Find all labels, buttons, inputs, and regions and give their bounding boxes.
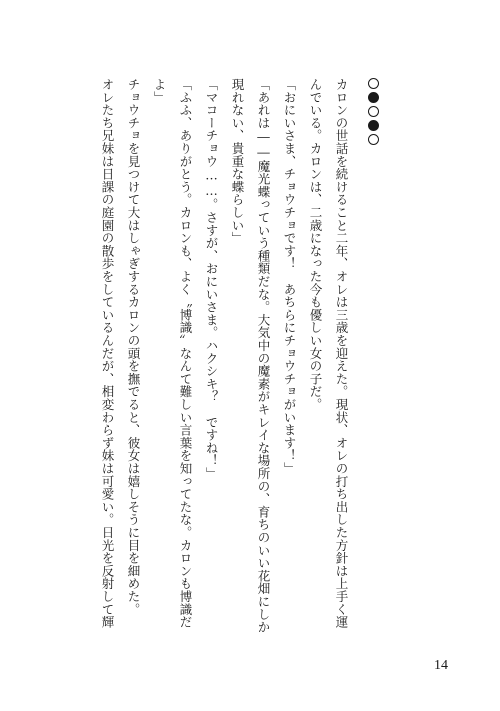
text-line: よ」 [152, 78, 167, 104]
ornament-dot [368, 134, 379, 145]
body-text [94, 78, 354, 638]
text-line: 「あれは――魔光蝶っていう種類だな。大気中の魔素がキレイな場所の、育ちのいい花畑にしか [256, 78, 271, 634]
text-line: 「マコーチョウ……。さすが、おにいさま。ハクシキ？ ですね！」 [204, 78, 219, 480]
text-line: 現れない、貴重な蝶らしい」 [230, 78, 245, 245]
text-line: 「おにいさま、チョウチョです！ あちらにチョウチョがいます！」 [282, 78, 297, 475]
ornament-dot [368, 78, 379, 89]
text-line: オレたち兄妹は日課の庭園の散歩をしているんだが、相変わらず妹は可愛い。日光を反射して輝 [100, 78, 115, 629]
text-line: 「ふふ、ありがとう。カロンも、よく〝博識〟なんて難しい言葉を知ってたな。カロンも博識だ [178, 78, 193, 629]
section-ornament [368, 78, 382, 145]
page-number: 14 [434, 658, 448, 673]
ornament-dot [368, 92, 379, 103]
ornament-dot [368, 120, 379, 131]
text-line: んでいる。カロンは、二歳になった今も優しい女の子だ。 [308, 78, 323, 411]
text-line: チョウチョを見つけて大はしゃぎするカロンの頭を撫でると、彼女は嬉しそうに目を細めた。 [126, 78, 141, 616]
ornament-dot [368, 106, 379, 117]
text-line: カロンの世話を続けること二年、オレは三歳を迎えた。現状、オレの打ち出した方針は上手く運 [334, 78, 349, 629]
